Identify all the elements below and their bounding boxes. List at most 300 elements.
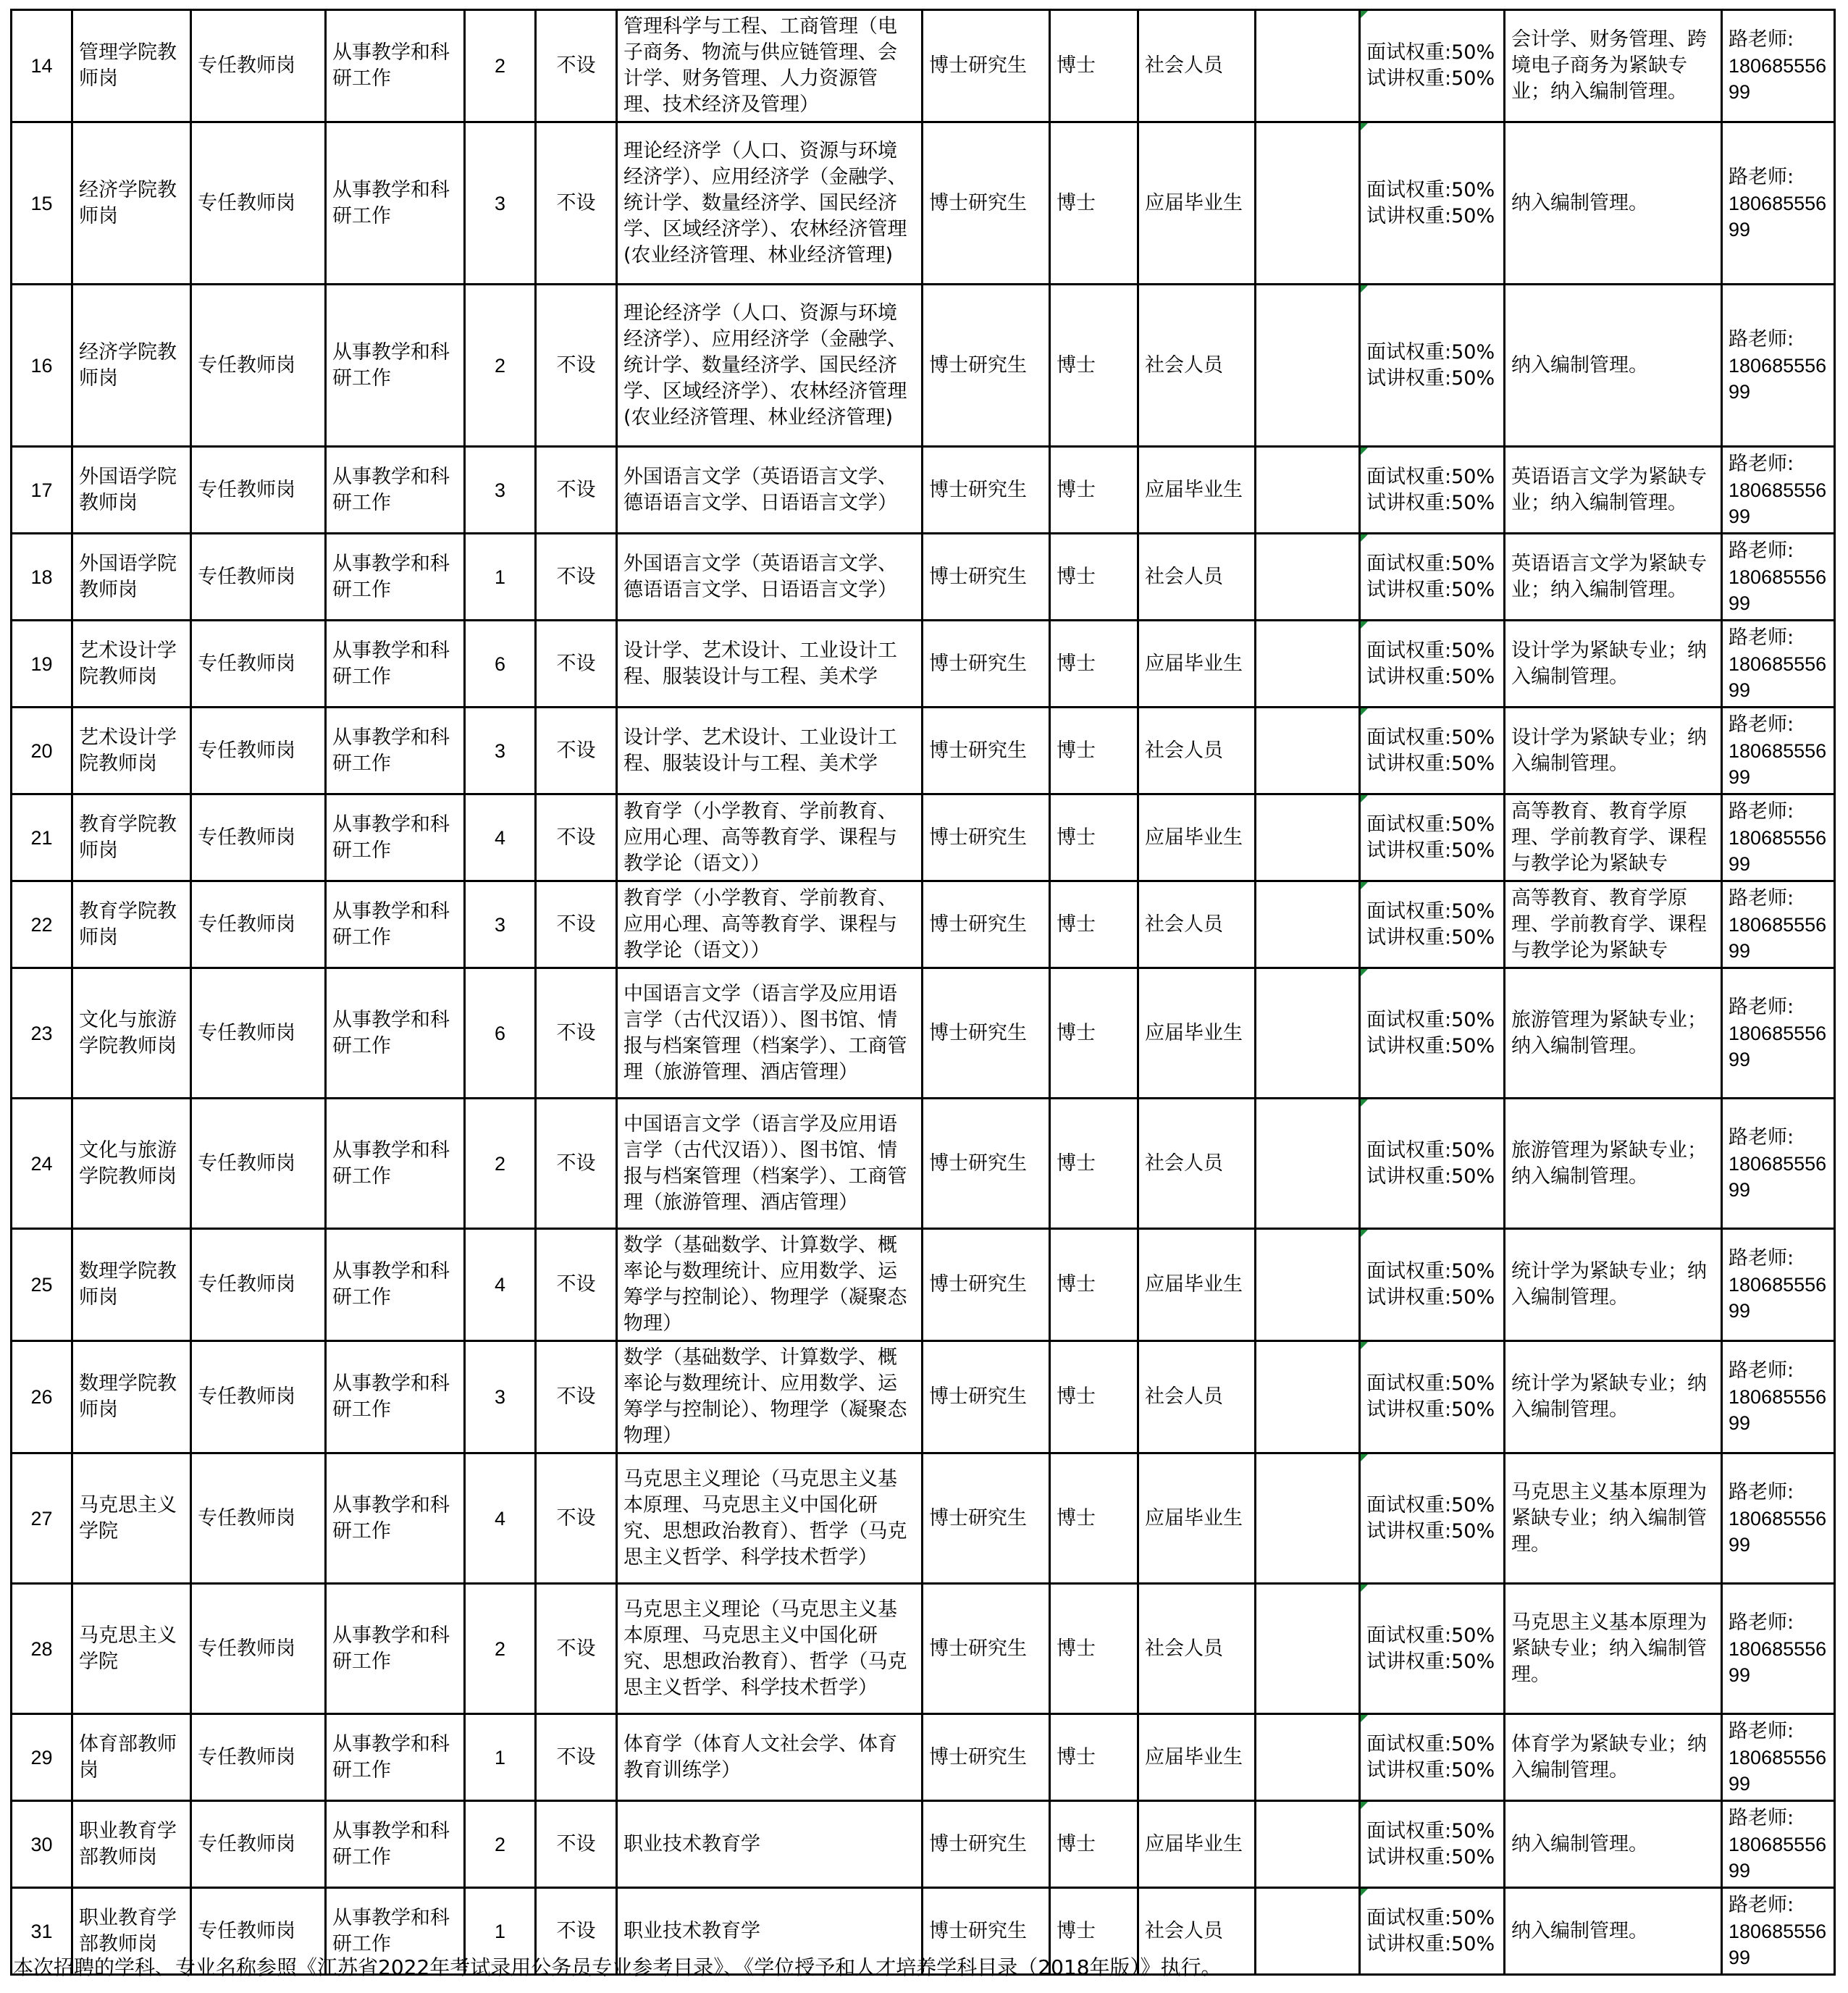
cell-other — [1256, 794, 1360, 881]
cell-count: 3 — [465, 1341, 536, 1453]
cell-count: 4 — [465, 794, 536, 881]
cell-note: 体育学为紧缺专业；纳入编制管理。 — [1505, 1714, 1722, 1801]
table-row — [12, 122, 1835, 285]
cell-target: 应届毕业生 — [1138, 447, 1256, 534]
table-row — [12, 285, 1835, 447]
cell-degree: 博士 — [1050, 1453, 1138, 1584]
cell-ratio: 不设 — [536, 1099, 617, 1229]
cell-education: 博士研究生 — [923, 968, 1050, 1099]
contact-name: 路老师: — [1729, 452, 1794, 475]
cell-other — [1256, 10, 1360, 122]
cell-post-type: 专任教师岗 — [191, 447, 326, 534]
cell-major: 管理科学与工程、工商管理（电子商务、物流与供应链管理、会计学、财务管理、人力资源管理、技术经济及管理） — [617, 10, 923, 122]
cell-other — [1256, 1099, 1360, 1229]
interview-weight: 面试权重:50% — [1366, 1732, 1495, 1755]
cell-other — [1256, 447, 1360, 534]
cell-other — [1256, 122, 1360, 285]
interview-weight: 面试权重:50% — [1366, 899, 1495, 923]
interview-weight: 面试权重:50% — [1366, 1138, 1495, 1162]
cell-count: 2 — [465, 1584, 536, 1714]
cell-no: 19 — [12, 621, 72, 708]
contact-phone: 18068555699 — [1729, 1022, 1827, 1070]
cell-degree: 博士 — [1050, 708, 1138, 794]
cell-weight — [1360, 1099, 1505, 1229]
cell-unit: 外国语学院教师岗 — [72, 534, 191, 621]
contact-phone: 18068555699 — [1729, 1833, 1827, 1881]
cell-ratio: 不设 — [536, 285, 617, 447]
cell-target: 社会人员 — [1138, 1888, 1256, 1975]
cell-count: 6 — [465, 621, 536, 708]
cell-count: 2 — [465, 285, 536, 447]
contact-name: 路老师: — [1729, 1806, 1794, 1829]
cell-education: 博士研究生 — [923, 10, 1050, 122]
cell-other — [1256, 1341, 1360, 1453]
contact-name: 路老师: — [1729, 165, 1794, 188]
cell-no: 30 — [12, 1801, 72, 1888]
cell-duty: 从事教学和科研工作 — [326, 122, 465, 285]
cell-duty: 从事教学和科研工作 — [326, 1584, 465, 1714]
cell-no: 16 — [12, 285, 72, 447]
cell-ratio: 不设 — [536, 1229, 617, 1341]
footnote: 本次招聘的学科、专业名称参照《江苏省2022年考试录用公务员专业参考目录》、《学位授予和人才培养学科目录（2018年版）》执行。 — [13, 1955, 1222, 1979]
cell-ratio: 不设 — [536, 447, 617, 534]
cell-note: 马克思主义基本原理为紧缺专业；纳入编制管理。 — [1505, 1584, 1722, 1714]
cell-education: 博士研究生 — [923, 1229, 1050, 1341]
cell-other — [1256, 708, 1360, 794]
cell-duty: 从事教学和科研工作 — [326, 1341, 465, 1453]
contact-name: 路老师: — [1729, 327, 1794, 351]
contact-phone: 18068555699 — [1729, 1637, 1827, 1686]
cell-target: 社会人员 — [1138, 285, 1256, 447]
cell-other — [1256, 1888, 1360, 1975]
cell-degree: 博士 — [1050, 968, 1138, 1099]
cell-target: 社会人员 — [1138, 10, 1256, 122]
cell-education: 博士研究生 — [923, 794, 1050, 881]
cell-no: 26 — [12, 1341, 72, 1453]
cell-target: 应届毕业生 — [1138, 1714, 1256, 1801]
cell-weight — [1360, 881, 1505, 968]
cell-contact — [1722, 1099, 1835, 1229]
cell-contact — [1722, 708, 1835, 794]
cell-unit: 数理学院教师岗 — [72, 1341, 191, 1453]
interview-weight: 面试权重:50% — [1366, 1260, 1495, 1283]
cell-major: 设计学、艺术设计、工业设计工程、服装设计与工程、美术学 — [617, 621, 923, 708]
cell-contact — [1722, 1584, 1835, 1714]
cell-target: 应届毕业生 — [1138, 1801, 1256, 1888]
cell-weight — [1360, 968, 1505, 1099]
lecture-weight: 试讲权重:50% — [1366, 67, 1495, 90]
lecture-weight: 试讲权重:50% — [1366, 665, 1495, 688]
cell-no: 15 — [12, 122, 72, 285]
cell-duty: 从事教学和科研工作 — [326, 794, 465, 881]
cell-education: 博士研究生 — [923, 1714, 1050, 1801]
cell-other — [1256, 534, 1360, 621]
cell-weight — [1360, 708, 1505, 794]
cell-duty: 从事教学和科研工作 — [326, 1229, 465, 1341]
cell-ratio: 不设 — [536, 1341, 617, 1453]
cell-education: 博士研究生 — [923, 1341, 1050, 1453]
cell-other — [1256, 621, 1360, 708]
contact-phone: 18068555699 — [1729, 913, 1827, 962]
lecture-weight: 试讲权重:50% — [1366, 491, 1495, 514]
contact-name: 路老师: — [1729, 995, 1794, 1018]
cell-unit: 教育学院教师岗 — [72, 794, 191, 881]
table-row — [12, 621, 1835, 708]
cell-major: 职业技术教育学 — [617, 1801, 923, 1888]
cell-weight — [1360, 122, 1505, 285]
cell-note: 高等教育、教育学原理、学前教育学、课程与教学论为紧缺专 — [1505, 881, 1722, 968]
cell-post-type: 专任教师岗 — [191, 621, 326, 708]
cell-major: 教育学（小学教育、学前教育、应用心理、高等教育学、课程与教学论（语文）） — [617, 881, 923, 968]
interview-weight: 面试权重:50% — [1366, 1819, 1495, 1842]
cell-degree: 博士 — [1050, 881, 1138, 968]
cell-degree: 博士 — [1050, 1229, 1138, 1341]
cell-weight — [1360, 1584, 1505, 1714]
cell-weight — [1360, 1801, 1505, 1888]
cell-degree: 博士 — [1050, 10, 1138, 122]
recruitment-table — [10, 9, 1836, 1976]
cell-duty: 从事教学和科研工作 — [326, 708, 465, 794]
comment-marker-icon — [1361, 969, 1368, 976]
cell-no: 18 — [12, 534, 72, 621]
cell-ratio: 不设 — [536, 708, 617, 794]
cell-major: 数学（基础数学、计算数学、概率论与数理统计、应用数学、运筹学与控制论）、物理学（凝聚态物理） — [617, 1341, 923, 1453]
interview-weight: 面试权重:50% — [1366, 340, 1495, 364]
contact-name: 路老师: — [1729, 1125, 1794, 1149]
cell-duty: 从事教学和科研工作 — [326, 881, 465, 968]
table-row — [12, 1229, 1835, 1341]
cell-contact — [1722, 1888, 1835, 1975]
table-row — [12, 534, 1835, 621]
cell-target: 应届毕业生 — [1138, 621, 1256, 708]
cell-contact — [1722, 881, 1835, 968]
cell-note: 纳入编制管理。 — [1505, 1801, 1722, 1888]
cell-degree: 博士 — [1050, 1584, 1138, 1714]
table-row — [12, 708, 1835, 794]
cell-major: 马克思主义理论（马克思主义基本原理、马克思主义中国化研究、思想政治教育）、哲学（马克思主义哲学、科学技术哲学） — [617, 1584, 923, 1714]
cell-post-type: 专任教师岗 — [191, 708, 326, 794]
cell-duty: 从事教学和科研工作 — [326, 1714, 465, 1801]
lecture-weight: 试讲权重:50% — [1366, 926, 1495, 949]
comment-marker-icon — [1361, 448, 1368, 455]
cell-post-type: 专任教师岗 — [191, 1341, 326, 1453]
lecture-weight: 试讲权重:50% — [1366, 578, 1495, 601]
comment-marker-icon — [1361, 1342, 1368, 1349]
cell-degree: 博士 — [1050, 794, 1138, 881]
contact-phone: 18068555699 — [1729, 566, 1827, 614]
interview-weight: 面试权重:50% — [1366, 1372, 1495, 1395]
cell-no: 22 — [12, 881, 72, 968]
cell-education: 博士研究生 — [923, 1888, 1050, 1975]
cell-note: 统计学为紧缺专业；纳入编制管理。 — [1505, 1341, 1722, 1453]
cell-contact — [1722, 1341, 1835, 1453]
contact-phone: 18068555699 — [1729, 826, 1827, 875]
cell-post-type: 专任教师岗 — [191, 794, 326, 881]
lecture-weight: 试讲权重:50% — [1366, 1286, 1495, 1309]
cell-degree: 博士 — [1050, 447, 1138, 534]
cell-major: 职业技术教育学 — [617, 1888, 923, 1975]
cell-education: 博士研究生 — [923, 621, 1050, 708]
contact-name: 路老师: — [1729, 1247, 1794, 1270]
cell-education: 博士研究生 — [923, 1099, 1050, 1229]
cell-other — [1256, 968, 1360, 1099]
cell-contact — [1722, 1714, 1835, 1801]
table-row — [12, 1584, 1835, 1714]
cell-other — [1256, 1584, 1360, 1714]
cell-ratio: 不设 — [536, 968, 617, 1099]
cell-no: 25 — [12, 1229, 72, 1341]
contact-phone: 18068555699 — [1729, 1746, 1827, 1795]
cell-ratio: 不设 — [536, 794, 617, 881]
cell-weight — [1360, 1341, 1505, 1453]
comment-marker-icon — [1361, 795, 1368, 802]
cell-education: 博士研究生 — [923, 708, 1050, 794]
table-row — [12, 1714, 1835, 1801]
cell-count: 1 — [465, 1714, 536, 1801]
cell-note: 高等教育、教育学原理、学前教育学、课程与教学论为紧缺专 — [1505, 794, 1722, 881]
cell-duty: 从事教学和科研工作 — [326, 534, 465, 621]
comment-marker-icon — [1361, 1454, 1368, 1461]
comment-marker-icon — [1361, 1099, 1368, 1107]
cell-weight — [1360, 621, 1505, 708]
comment-marker-icon — [1361, 534, 1368, 542]
cell-contact — [1722, 10, 1835, 122]
cell-education: 博士研究生 — [923, 122, 1050, 285]
cell-no: 20 — [12, 708, 72, 794]
cell-count: 2 — [465, 1099, 536, 1229]
cell-major: 理论经济学（人口、资源与环境经济学）、应用经济学（金融学、统计学、数量经济学、国民经济学、区域经济学）、农林经济管理(农业经济管理、林业经济管理) — [617, 285, 923, 447]
cell-target: 应届毕业生 — [1138, 1229, 1256, 1341]
comment-marker-icon — [1361, 882, 1368, 889]
cell-note: 马克思主义基本原理为紧缺专业；纳入编制管理。 — [1505, 1453, 1722, 1584]
cell-contact — [1722, 534, 1835, 621]
cell-contact — [1722, 1229, 1835, 1341]
cell-count: 6 — [465, 968, 536, 1099]
cell-no: 17 — [12, 447, 72, 534]
cell-count: 3 — [465, 122, 536, 285]
interview-weight: 面试权重:50% — [1366, 41, 1495, 64]
cell-degree: 博士 — [1050, 621, 1138, 708]
cell-post-type: 专任教师岗 — [191, 1714, 326, 1801]
cell-target: 社会人员 — [1138, 534, 1256, 621]
contact-phone: 18068555699 — [1729, 653, 1827, 701]
cell-degree: 博士 — [1050, 1801, 1138, 1888]
comment-marker-icon — [1361, 1889, 1368, 1896]
cell-target: 应届毕业生 — [1138, 968, 1256, 1099]
cell-unit: 文化与旅游学院教师岗 — [72, 1099, 191, 1229]
cell-weight — [1360, 285, 1505, 447]
cell-unit: 马克思主义学院 — [72, 1584, 191, 1714]
comment-marker-icon — [1361, 1585, 1368, 1592]
cell-target: 应届毕业生 — [1138, 1453, 1256, 1584]
cell-education: 博士研究生 — [923, 1801, 1050, 1888]
cell-contact — [1722, 621, 1835, 708]
cell-major: 外国语言文学（英语语言文学、德语语言文学、日语语言文学） — [617, 447, 923, 534]
cell-ratio: 不设 — [536, 1888, 617, 1975]
cell-education: 博士研究生 — [923, 534, 1050, 621]
cell-note: 英语语言文学为紧缺专业；纳入编制管理。 — [1505, 534, 1722, 621]
cell-weight — [1360, 1714, 1505, 1801]
cell-post-type: 专任教师岗 — [191, 1888, 326, 1975]
cell-count: 2 — [465, 1801, 536, 1888]
contact-phone: 18068555699 — [1729, 1152, 1827, 1201]
lecture-weight: 试讲权重:50% — [1366, 1845, 1495, 1868]
contact-phone: 18068555699 — [1729, 1920, 1827, 1968]
table-row — [12, 1801, 1835, 1888]
cell-post-type: 专任教师岗 — [191, 1229, 326, 1341]
cell-contact — [1722, 285, 1835, 447]
cell-education: 博士研究生 — [923, 881, 1050, 968]
contact-phone: 18068555699 — [1729, 1274, 1827, 1322]
contact-name: 路老师: — [1729, 1719, 1794, 1742]
cell-contact — [1722, 1453, 1835, 1584]
cell-duty: 从事教学和科研工作 — [326, 1801, 465, 1888]
cell-other — [1256, 285, 1360, 447]
contact-phone: 18068555699 — [1729, 479, 1827, 527]
cell-weight — [1360, 447, 1505, 534]
comment-marker-icon — [1361, 621, 1368, 629]
interview-weight: 面试权重:50% — [1366, 178, 1495, 201]
comment-marker-icon — [1361, 11, 1368, 18]
cell-weight — [1360, 794, 1505, 881]
cell-no: 27 — [12, 1453, 72, 1584]
contact-name: 路老师: — [1729, 626, 1794, 649]
lecture-weight: 试讲权重:50% — [1366, 1165, 1495, 1188]
cell-duty: 从事教学和科研工作 — [326, 285, 465, 447]
cell-duty: 从事教学和科研工作 — [326, 1099, 465, 1229]
cell-weight — [1360, 1229, 1505, 1341]
comment-marker-icon — [1361, 708, 1368, 716]
cell-other — [1256, 1453, 1360, 1584]
lecture-weight: 试讲权重:50% — [1366, 839, 1495, 862]
cell-degree: 博士 — [1050, 1888, 1138, 1975]
cell-unit: 经济学院教师岗 — [72, 285, 191, 447]
cell-major: 理论经济学（人口、资源与环境经济学）、应用经济学（金融学、统计学、数量经济学、国民经济学、区域经济学）、农林经济管理(农业经济管理、林业经济管理) — [617, 122, 923, 285]
cell-unit: 管理学院教师岗 — [72, 10, 191, 122]
cell-contact — [1722, 794, 1835, 881]
cell-duty: 从事教学和科研工作 — [326, 10, 465, 122]
contact-phone: 18068555699 — [1729, 55, 1827, 103]
cell-unit: 经济学院教师岗 — [72, 122, 191, 285]
table-body — [12, 10, 1835, 1975]
lecture-weight: 试讲权重:50% — [1366, 1034, 1495, 1057]
contact-name: 路老师: — [1729, 539, 1794, 562]
cell-note: 英语语言文学为紧缺专业；纳入编制管理。 — [1505, 447, 1722, 534]
cell-ratio: 不设 — [536, 1801, 617, 1888]
cell-no: 14 — [12, 10, 72, 122]
cell-count: 3 — [465, 881, 536, 968]
cell-contact — [1722, 968, 1835, 1099]
cell-unit: 文化与旅游学院教师岗 — [72, 968, 191, 1099]
cell-unit: 艺术设计学院教师岗 — [72, 708, 191, 794]
cell-degree: 博士 — [1050, 285, 1138, 447]
cell-target: 社会人员 — [1138, 708, 1256, 794]
cell-ratio: 不设 — [536, 10, 617, 122]
cell-degree: 博士 — [1050, 1341, 1138, 1453]
cell-target: 应届毕业生 — [1138, 122, 1256, 285]
interview-weight: 面试权重:50% — [1366, 1906, 1495, 1929]
contact-name: 路老师: — [1729, 1480, 1794, 1503]
comment-marker-icon — [1361, 285, 1368, 293]
cell-contact — [1722, 447, 1835, 534]
cell-major: 体育学（体育人文社会学、体育教育训练学） — [617, 1714, 923, 1801]
table-row — [12, 881, 1835, 968]
cell-post-type: 专任教师岗 — [191, 881, 326, 968]
cell-post-type: 专任教师岗 — [191, 1801, 326, 1888]
cell-duty: 从事教学和科研工作 — [326, 621, 465, 708]
cell-degree: 博士 — [1050, 534, 1138, 621]
interview-weight: 面试权重:50% — [1366, 552, 1495, 575]
cell-post-type: 专任教师岗 — [191, 534, 326, 621]
cell-other — [1256, 1801, 1360, 1888]
lecture-weight: 试讲权重:50% — [1366, 1758, 1495, 1782]
cell-unit: 外国语学院教师岗 — [72, 447, 191, 534]
cell-post-type: 专任教师岗 — [191, 122, 326, 285]
cell-education: 博士研究生 — [923, 1453, 1050, 1584]
contact-name: 路老师: — [1729, 800, 1794, 823]
cell-post-type: 专任教师岗 — [191, 1453, 326, 1584]
contact-name: 路老师: — [1729, 713, 1794, 736]
cell-unit: 马克思主义学院 — [72, 1453, 191, 1584]
cell-unit: 数理学院教师岗 — [72, 1229, 191, 1341]
lecture-weight: 试讲权重:50% — [1366, 366, 1495, 390]
cell-unit: 职业教育学部教师岗 — [72, 1888, 191, 1975]
cell-duty: 从事教学和科研工作 — [326, 1453, 465, 1584]
contact-name: 路老师: — [1729, 886, 1794, 910]
cell-target: 社会人员 — [1138, 1099, 1256, 1229]
cell-duty: 从事教学和科研工作 — [326, 968, 465, 1099]
cell-ratio: 不设 — [536, 621, 617, 708]
cell-degree: 博士 — [1050, 1714, 1138, 1801]
lecture-weight: 试讲权重:50% — [1366, 1650, 1495, 1673]
cell-target: 社会人员 — [1138, 881, 1256, 968]
table-row — [12, 794, 1835, 881]
cell-weight — [1360, 1453, 1505, 1584]
contact-name: 路老师: — [1729, 1359, 1794, 1382]
interview-weight: 面试权重:50% — [1366, 813, 1495, 836]
lecture-weight: 试讲权重:50% — [1366, 752, 1495, 775]
cell-note: 旅游管理为紧缺专业；纳入编制管理。 — [1505, 1099, 1722, 1229]
contact-phone: 18068555699 — [1729, 1507, 1827, 1556]
cell-post-type: 专任教师岗 — [191, 1584, 326, 1714]
cell-note: 设计学为紧缺专业；纳入编制管理。 — [1505, 708, 1722, 794]
comment-marker-icon — [1361, 1230, 1368, 1237]
lecture-weight: 试讲权重:50% — [1366, 1398, 1495, 1421]
interview-weight: 面试权重:50% — [1366, 1624, 1495, 1647]
cell-major: 数学（基础数学、计算数学、概率论与数理统计、应用数学、运筹学与控制论）、物理学（凝聚态物理） — [617, 1229, 923, 1341]
cell-ratio: 不设 — [536, 881, 617, 968]
cell-weight — [1360, 10, 1505, 122]
cell-unit: 教育学院教师岗 — [72, 881, 191, 968]
cell-note: 设计学为紧缺专业；纳入编制管理。 — [1505, 621, 1722, 708]
cell-no: 23 — [12, 968, 72, 1099]
cell-count: 4 — [465, 1229, 536, 1341]
cell-count: 3 — [465, 447, 536, 534]
cell-unit: 职业教育学部教师岗 — [72, 1801, 191, 1888]
cell-target: 社会人员 — [1138, 1341, 1256, 1453]
cell-major: 马克思主义理论（马克思主义基本原理、马克思主义中国化研究、思想政治教育）、哲学（马克思主义哲学、科学技术哲学） — [617, 1453, 923, 1584]
cell-education: 博士研究生 — [923, 447, 1050, 534]
cell-count: 3 — [465, 708, 536, 794]
cell-degree: 博士 — [1050, 122, 1138, 285]
cell-no: 31 — [12, 1888, 72, 1975]
cell-no: 21 — [12, 794, 72, 881]
cell-post-type: 专任教师岗 — [191, 1099, 326, 1229]
comment-marker-icon — [1361, 1802, 1368, 1809]
interview-weight: 面试权重:50% — [1366, 726, 1495, 749]
cell-degree: 博士 — [1050, 1099, 1138, 1229]
table-row — [12, 1453, 1835, 1584]
